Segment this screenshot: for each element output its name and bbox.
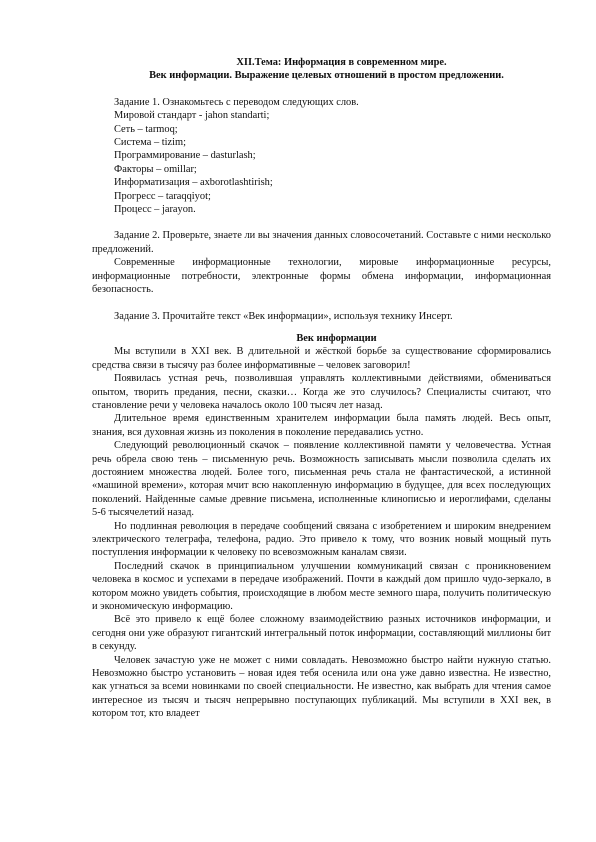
task3-text: Задание 3. Прочитайте текст «Век информации», используя технику Инсерт. [114, 310, 453, 322]
vocab-item: Система – tizim; [114, 137, 187, 149]
document-content [92, 56, 551, 721]
article-paragraph: Но подлинная революция в передаче сообщений связана с изобретением и широким внедрением электрического телеграфа, телефона, радио. Это привело к тому, что возник новый мощный путь поступления информации к человеку по всевозможным каналам связи. [92, 520, 551, 559]
article-paragraph: Появилась устная речь, позволившая управлять коллективными действиями, обмениваться опытом, творить предания, песни, сказки… Когда же это случилось? Специалисты считают, что становление речи у человека началось около 100 тысяч лет назад. [92, 373, 551, 411]
task2-text: Задание 2. Проверьте, знаете ли вы значения данных словосочетаний. Составьте с ними несколько предложений. [92, 230, 551, 255]
task2-phrases: Современные информационные технологии, мировые информационные ресурсы, информационные потребности, электронные формы обмена информации, информационная безопасность. [92, 257, 551, 296]
vocabulary-list [92, 109, 551, 216]
vocab-item: Программирование – dasturlash; [114, 150, 256, 162]
article-paragraph: Человек зачастую уже не может с ними совладать. Невозможно быстро найти нужную статью. Невозможно быстро установить – новая идея тебя осенила или она уже давно известна. Не известно, как угнаться за всеми новинками по своей специальности. Не известно, как выбрать для чтения самое интересное из тысяч и тысяч непрерывно поступающих публикаций. Мы вступили в XXI век, в котором тот, кто владеет [92, 654, 551, 720]
article-paragraph: Длительное время единственным хранителем информации была память людей. Весь опыт, знания, вся духовная жизнь из поколения в поколение передавались устно. [92, 413, 551, 438]
vocab-item: Факторы – omillar; [114, 163, 197, 175]
vocab-item: Сеть – tarmoq; [114, 123, 178, 135]
article-title: Век информации [296, 332, 377, 344]
article-paragraph: Всё это привело к ещё более сложному взаимодействию разных источников информации, и сегодня они уже образуют гигантский интегральный поток информации, составляющий миллионы бит в секунду. [92, 614, 551, 653]
article-paragraph: Следующий революционный скачок – появление коллективной памяти у человечества. Устная речь обрела свою тень – письменную речь. Возможность записывать мысли позволила сделать их достоянием множества людей. Более того, письменная речь стала не фантастической, а истинной «машиной времени», которая мчит всю накопленную информацию в будущее, для всех последующих поколений. Найденные самые древние письмена, исполненные клинописью и иероглифами, сделаны 5-6 тысячелетий назад. [92, 440, 551, 519]
vocab-item: Мировой стандарт - jahon standarti; [114, 110, 270, 122]
title-line-2: Век информации. Выражение целевых отношений в простом предложении. [149, 70, 504, 82]
article-paragraph: Мы вступили в XXI век. В длительной и жёсткой борьбе за существование сформировались средства связи в тысячу раз более информативные – человек заговорил! [92, 346, 551, 371]
vocab-item: Процесс – jarayon. [114, 204, 196, 216]
vocab-item: Информатизация – axborotlashtirish; [114, 177, 273, 189]
vocab-item: Прогресс – taraqqiyot; [114, 190, 211, 202]
task1-heading: Задание 1. Ознакомьтесь с переводом следующих слов. [114, 96, 359, 108]
document-title [92, 56, 551, 83]
article-paragraph: Последний скачок в принципиальном улучшении коммуникаций связан с проникновением человека в космос и успехами в передаче изображений. Почти в каждый дом пришло чудо-зеркало, в котором можно увидеть события, происходящие в любом месте земного шара, получить политическую и экономическую информацию. [92, 560, 551, 613]
title-line-1: XII.Тема: Информация в современном мире. [236, 57, 447, 68]
